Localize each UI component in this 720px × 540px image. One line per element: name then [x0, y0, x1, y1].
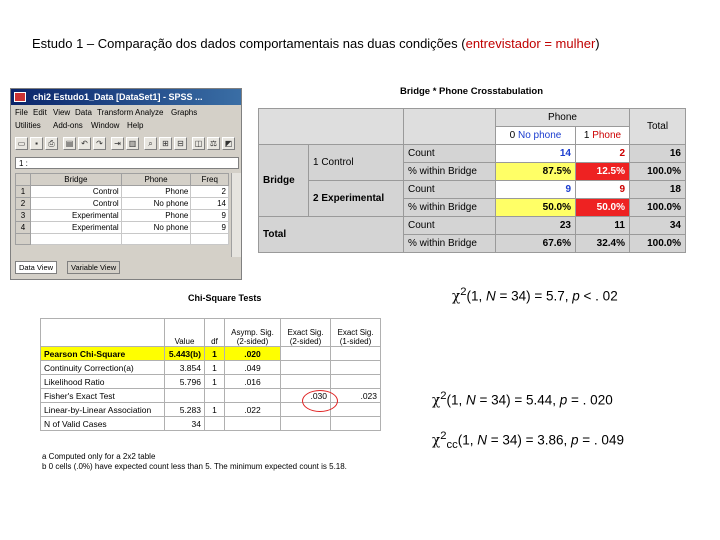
cell-total-nophone-count: 23: [496, 217, 576, 235]
column-header-bridge[interactable]: Bridge: [31, 174, 122, 186]
stat-p-symbol: p: [571, 432, 579, 448]
cell-value: 5.796: [165, 375, 205, 389]
crosstab-title: Bridge * Phone Crosstabulation: [400, 86, 544, 97]
stat-df: (1,: [457, 432, 478, 448]
cell-asymp: .049: [225, 361, 281, 375]
cell-asymp: .020: [225, 347, 281, 361]
split-file-icon[interactable]: ◫: [192, 137, 205, 150]
table-row: [41, 347, 381, 361]
stat-n-symbol: N: [485, 288, 496, 304]
footnote-a: a Computed only for a 2x2 table: [42, 452, 156, 461]
cell-df: 1: [205, 403, 225, 417]
experimental-label: 2 Experimental: [309, 181, 404, 217]
cell-freq[interactable]: 2: [191, 186, 229, 198]
cell-bridge[interactable]: Experimental: [31, 210, 122, 222]
menu-view[interactable]: View: [53, 108, 71, 117]
cell-control-phone-pct: 12.5%: [576, 163, 630, 181]
cell-exact2: [281, 347, 331, 361]
col-label: No phone: [517, 130, 562, 141]
row-number[interactable]: 2: [16, 198, 31, 210]
stat-p-symbol: p: [572, 288, 580, 304]
cell-control-phone-count: 2: [576, 145, 630, 163]
cell-total-phone-count: 11: [576, 217, 630, 235]
row-number[interactable]: 1: [16, 186, 31, 198]
menu-help[interactable]: Help: [127, 121, 144, 130]
crosstab-corner: [259, 109, 404, 145]
crosstab-corner-2: [404, 109, 496, 145]
vertical-scrollbar[interactable]: [231, 173, 241, 257]
cell-exp-total-count: 18: [630, 181, 686, 199]
menu-window[interactable]: Window: [91, 121, 120, 130]
stat-sup: 2: [460, 286, 467, 298]
cell-control-nophone-pct: 87.5%: [496, 163, 576, 181]
header-df: df: [205, 319, 225, 347]
count-label: Count: [404, 181, 496, 199]
cell-total-total-count: 34: [630, 217, 686, 235]
find-icon[interactable]: ⌕: [144, 137, 157, 150]
cell-exact1: [331, 375, 381, 389]
tab-variable-view[interactable]: Variable View: [67, 261, 120, 274]
cell-df: 1: [205, 361, 225, 375]
cell-exp-nophone-pct: 50.0%: [496, 199, 576, 217]
title-highlight: entrevistador = mulher: [465, 36, 596, 51]
cell-value: 34: [165, 417, 205, 431]
stat-sup: 2: [440, 390, 447, 402]
menu-add-ons[interactable]: Add-ons: [53, 121, 83, 130]
cell-control-nophone-count: 14: [496, 145, 576, 163]
grid-corner: [16, 174, 31, 186]
spss-titlebar: [11, 89, 241, 105]
count-label: Count: [404, 145, 496, 163]
table-row: [41, 417, 381, 431]
row-label: Linear-by-Linear Association: [41, 403, 165, 417]
spss-toolbar: [13, 135, 239, 153]
within-label: % within Bridge: [404, 199, 496, 217]
goto-case-icon[interactable]: ⇥: [111, 137, 124, 150]
open-icon[interactable]: ▭: [15, 137, 28, 150]
menu-utilities[interactable]: Utilities: [15, 121, 41, 130]
count-label: Count: [404, 217, 496, 235]
cell-total-total-pct: 100.0%: [630, 235, 686, 253]
stat-sup: 2: [440, 430, 447, 442]
stat-continuity-report: [432, 430, 624, 451]
cell-df: [205, 417, 225, 431]
cell-value: 3.854: [165, 361, 205, 375]
stat-pearson-report: [452, 286, 618, 305]
col-label: Phone: [592, 130, 622, 141]
chi-square-title: Chi-Square Tests: [188, 293, 262, 303]
header-exact-1sided: Exact Sig. (1-sided): [331, 319, 381, 347]
cell-bridge[interactable]: Control: [31, 198, 122, 210]
stat-p-value: = . 020: [567, 392, 613, 408]
dialog-recall-icon[interactable]: ▤: [63, 137, 76, 150]
stat-value: = 34) = 5.44,: [475, 392, 560, 408]
cell-asymp: .016: [225, 375, 281, 389]
redo-icon[interactable]: ↷: [93, 137, 106, 150]
table-row: [16, 222, 229, 234]
bridge-label: Bridge: [259, 145, 309, 217]
crosstab-table: [258, 108, 686, 253]
tab-data-view[interactable]: Data View: [15, 261, 57, 274]
cell-exact1: .023: [331, 389, 381, 403]
cell-freq[interactable]: 9: [191, 210, 229, 222]
stat-p-symbol: p: [559, 392, 568, 408]
stat-df: (1,: [446, 392, 466, 408]
spss-data-editor-window: [10, 88, 242, 280]
cell-total-phone-pct: 32.4%: [576, 235, 630, 253]
control-label: 1 Control: [309, 145, 404, 181]
table-row: [41, 361, 381, 375]
header-exact-2sided: Exact Sig. (2-sided): [281, 319, 331, 347]
cell-phone[interactable]: No phone: [121, 198, 191, 210]
row-label: Continuity Correction(a): [41, 361, 165, 375]
table-row: [41, 375, 381, 389]
column-header-freq[interactable]: Freq: [191, 174, 229, 186]
save-icon[interactable]: ▪: [30, 137, 43, 150]
stat-sub: cc: [446, 439, 458, 452]
column-header-phone[interactable]: Phone: [121, 174, 191, 186]
menu-transform[interactable]: Transform: [97, 108, 134, 117]
within-label: % within Bridge: [404, 163, 496, 181]
row-label: Pearson Chi-Square: [41, 347, 165, 361]
chi-square-footnotes: [42, 452, 347, 471]
cell-exact2: [281, 375, 331, 389]
cell-freq[interactable]: 14: [191, 198, 229, 210]
menu-data[interactable]: Data: [75, 108, 92, 117]
spss-app-icon: [14, 92, 26, 102]
col-no-phone-header: [496, 127, 576, 145]
table-row: [16, 198, 229, 210]
row-number[interactable]: 3: [16, 210, 31, 222]
cell-exact1: [331, 403, 381, 417]
cell-value: [165, 389, 205, 403]
cell-exact2: [281, 361, 331, 375]
print-icon[interactable]: ⎙: [45, 137, 58, 150]
row-number[interactable]: 4: [16, 222, 31, 234]
stat-p-value: < . 02: [579, 288, 618, 304]
spss-window-title: chi2 Estudo1_Data [DataSet1] - SPSS ...: [33, 92, 203, 102]
cell-bridge[interactable]: Control: [31, 186, 122, 198]
cell-exp-phone-pct: 50.0%: [576, 199, 630, 217]
cell-bridge[interactable]: Experimental: [31, 222, 122, 234]
cell-phone[interactable]: Phone: [121, 210, 191, 222]
stat-df: (1,: [466, 288, 486, 304]
cell-asymp: [225, 417, 281, 431]
menu-analyze[interactable]: Analyze: [135, 108, 164, 117]
chi-symbol: χ: [452, 288, 461, 305]
total-header: Total: [630, 109, 686, 145]
title-text: Estudo 1 – Comparação dos dados comportamentais nas duas condições (: [32, 36, 466, 51]
cell-value: 5.283: [165, 403, 205, 417]
cell-exp-phone-count: 9: [576, 181, 630, 199]
insert-variable-icon[interactable]: ⊟: [174, 137, 187, 150]
stat-value: = 34) = 3.86,: [486, 432, 572, 448]
header-value: Value: [165, 319, 205, 347]
cell-total-nophone-pct: 67.6%: [496, 235, 576, 253]
col-code: 1: [583, 130, 590, 141]
cell-asymp: .022: [225, 403, 281, 417]
table-row-empty: [16, 234, 229, 245]
chi-symbol: χ: [432, 392, 441, 409]
total-row-label: Total: [259, 217, 404, 253]
menu-edit[interactable]: Edit: [33, 108, 47, 117]
cell-phone[interactable]: No phone: [121, 222, 191, 234]
cell-exact1: [331, 417, 381, 431]
footnote-b: b 0 cells (.0%) have expected count less than 5. The minimum expected count is 5.18.: [42, 461, 347, 471]
insert-cases-icon[interactable]: ⊞: [159, 137, 172, 150]
row-label: Fisher's Exact Test: [41, 389, 165, 403]
menu-graphs[interactable]: Graphs: [171, 108, 198, 117]
spss-menubar: [11, 106, 241, 134]
weight-cases-icon[interactable]: ⚖: [207, 137, 220, 150]
menu-file[interactable]: File: [15, 108, 28, 117]
stat-n-symbol: N: [477, 432, 487, 448]
cell-empty[interactable]: [191, 234, 229, 245]
variables-icon[interactable]: ▥: [126, 137, 139, 150]
cell-empty[interactable]: [31, 234, 122, 245]
cell-exact1: [331, 361, 381, 375]
col-phone-header: [576, 127, 630, 145]
stat-pearson-exact-report: [432, 390, 613, 409]
undo-icon[interactable]: ↶: [78, 137, 91, 150]
cell-exact2: [281, 417, 331, 431]
chi-corner: [41, 319, 165, 347]
row-number[interactable]: [16, 234, 31, 245]
stat-n-symbol: N: [465, 392, 476, 408]
cell-df: [205, 389, 225, 403]
phone-header: Phone: [496, 109, 630, 127]
cell-exp-total-pct: 100.0%: [630, 199, 686, 217]
cell-df: 1: [205, 375, 225, 389]
cell-phone[interactable]: Phone: [121, 186, 191, 198]
col-code: 0: [509, 130, 516, 141]
chi-symbol: χ: [432, 432, 441, 449]
cell-reference-field[interactable]: 1 :: [15, 157, 239, 169]
select-cases-icon[interactable]: ◩: [222, 137, 235, 150]
title-suffix: ): [595, 36, 600, 51]
within-label: % within Bridge: [404, 235, 496, 253]
row-label: N of Valid Cases: [41, 417, 165, 431]
cell-value: 5.443(b): [165, 347, 205, 361]
stat-value: = 34) = 5.7,: [495, 288, 573, 304]
fisher-highlight-circle: [302, 390, 338, 412]
cell-exact1: [331, 347, 381, 361]
cell-control-total-count: 16: [630, 145, 686, 163]
cell-empty[interactable]: [121, 234, 191, 245]
cell-df: 1: [205, 347, 225, 361]
cell-exact2: .030: [281, 389, 331, 403]
cell-asymp: [225, 389, 281, 403]
header-asymp-sig: Asymp. Sig. (2-sided): [225, 319, 281, 347]
table-row: [16, 186, 229, 198]
stat-p-value: = . 049: [578, 432, 624, 448]
table-row: [16, 210, 229, 222]
spss-data-grid: [15, 173, 229, 245]
chi-square-table: [40, 318, 381, 431]
row-label: Likelihood Ratio: [41, 375, 165, 389]
cell-control-total-pct: 100.0%: [630, 163, 686, 181]
slide-title: [32, 36, 600, 51]
cell-exp-nophone-count: 9: [496, 181, 576, 199]
cell-freq[interactable]: 9: [191, 222, 229, 234]
